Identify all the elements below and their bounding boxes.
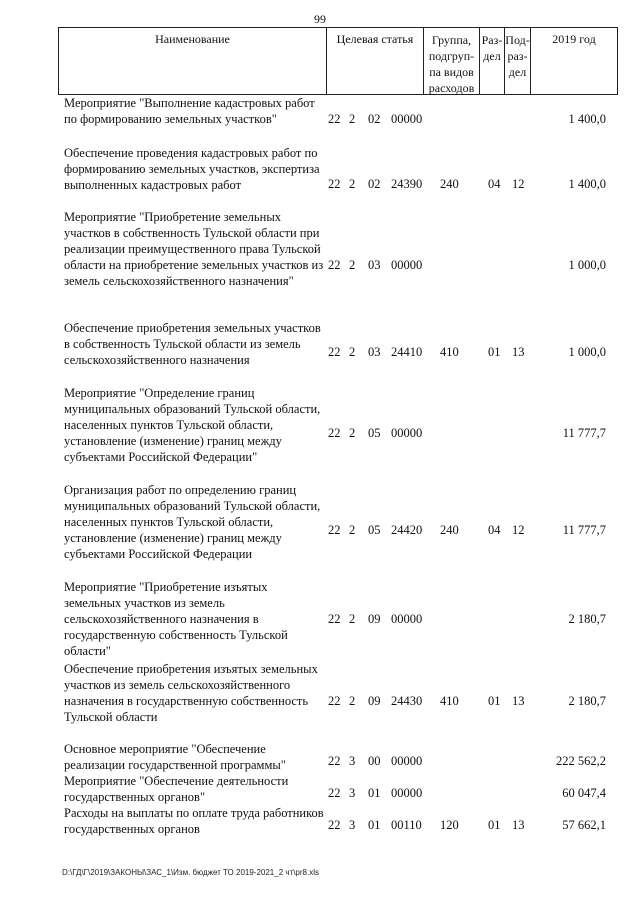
row-measure: 03 xyxy=(368,258,381,272)
row-subsection: 12 xyxy=(512,523,525,537)
row-subprogram: 3 xyxy=(349,786,356,800)
header-expense-group: Группа, подгруп- па видов расходов xyxy=(424,28,480,94)
header-target-article: Целевая статья xyxy=(327,28,424,94)
row-amount: 1 000,0 xyxy=(568,258,606,272)
row-direction: 24390 xyxy=(391,177,423,191)
row-amount: 222 562,2 xyxy=(556,754,606,768)
footer-file-path: D:\ГД\Г\2019\ЗАКОНЫ\ЗАС_1\Изм. бюджет ТО 2019-2021_2 чт\pr8.xls xyxy=(62,868,319,877)
row-program: 22 xyxy=(328,258,341,272)
row-name: Обеспечение приобретения изъятых земельных участков из земель сельскохозяйственного назначения в государственную собственность Тульской области xyxy=(64,662,318,724)
row-name: Организация работ по определению границ муниципальных образований Тульской области, населенных пунктов Тульской области, установление (изменение) границ между субъектами Российской Федерации xyxy=(64,483,321,561)
row-subprogram: 2 xyxy=(349,523,356,537)
row-amount: 2 180,7 xyxy=(568,612,606,626)
row-group: 410 xyxy=(440,345,459,359)
row-amount: 11 777,7 xyxy=(562,523,606,537)
row-subprogram: 2 xyxy=(349,177,356,191)
row-amount: 11 777,7 xyxy=(562,426,606,440)
row-group: 240 xyxy=(440,523,459,537)
header-year: 2019 год xyxy=(552,32,596,46)
row-direction: 00000 xyxy=(391,786,423,800)
row-name: Обеспечение приобретения земельных участков в собственность Тульской области из земель сельскохозяйственного назначения xyxy=(64,321,321,367)
row-program: 22 xyxy=(328,694,341,708)
row-direction: 00000 xyxy=(391,754,423,768)
row-amount: 1 400,0 xyxy=(568,177,606,191)
row-name: Мероприятие "Приобретение земельных участков в собственность Тульской области при реализации преимущественного права Тульской области на приобретение земельных участков из земель сельскохозяйственного назначения" xyxy=(64,210,324,288)
row-amount: 1 400,0 xyxy=(568,112,606,126)
row-subprogram: 2 xyxy=(349,345,356,359)
row-measure: 03 xyxy=(368,345,381,359)
row-measure: 00 xyxy=(368,754,381,768)
row-name: Основное мероприятие "Обеспечение реализации государственной программы" xyxy=(64,742,286,772)
row-subsection: 13 xyxy=(512,818,525,832)
row-subprogram: 2 xyxy=(349,112,356,126)
row-group: 410 xyxy=(440,694,459,708)
row-amount: 57 662,1 xyxy=(562,818,606,832)
row-subsection: 13 xyxy=(512,345,525,359)
row-program: 22 xyxy=(328,818,341,832)
row-program: 22 xyxy=(328,345,341,359)
row-measure: 09 xyxy=(368,612,381,626)
row-subsection: 12 xyxy=(512,177,525,191)
row-group: 240 xyxy=(440,177,459,191)
row-direction: 00110 xyxy=(391,818,422,832)
page-number: 99 xyxy=(314,12,326,26)
row-group: 120 xyxy=(440,818,459,832)
row-name: Обеспечение проведения кадастровых работ по формированию земельных участков, экспертиза выполненных кадастровых работ xyxy=(64,146,320,192)
row-name: Мероприятие "Приобретение изъятых земельных участков из земель сельскохозяйственного назначения в государственную собственность Тульской области" xyxy=(64,580,288,658)
row-measure: 01 xyxy=(368,786,381,800)
row-subprogram: 2 xyxy=(349,694,356,708)
row-section: 04 xyxy=(488,177,501,191)
row-subprogram: 2 xyxy=(349,426,356,440)
row-name: Мероприятие "Определение границ муниципальных образований Тульской области, населенных пунктов Тульской области, установление (изменение) границ между субъектами Российской Федерации" xyxy=(64,386,321,464)
row-direction: 00000 xyxy=(391,426,423,440)
row-subsection: 13 xyxy=(512,694,525,708)
row-subprogram: 3 xyxy=(349,754,356,768)
row-section: 01 xyxy=(488,345,501,359)
row-measure: 05 xyxy=(368,426,381,440)
header-section: Раз- дел xyxy=(480,28,505,94)
row-program: 22 xyxy=(328,786,341,800)
row-subprogram: 2 xyxy=(349,258,356,272)
row-direction: 24430 xyxy=(391,694,423,708)
row-amount: 60 047,4 xyxy=(562,786,606,800)
row-direction: 00000 xyxy=(391,112,423,126)
header-subsection: Под- раз- дел xyxy=(505,28,531,94)
header-name: Наименование xyxy=(59,28,327,94)
row-amount: 1 000,0 xyxy=(568,345,606,359)
row-subprogram: 3 xyxy=(349,818,356,832)
row-measure: 01 xyxy=(368,818,381,832)
row-section: 01 xyxy=(488,818,501,832)
row-section: 01 xyxy=(488,694,501,708)
row-measure: 09 xyxy=(368,694,381,708)
row-measure: 02 xyxy=(368,112,381,126)
row-measure: 02 xyxy=(368,177,381,191)
row-program: 22 xyxy=(328,754,341,768)
row-direction: 00000 xyxy=(391,612,423,626)
row-name: Мероприятие "Выполнение кадастровых работ по формированию земельных участков" xyxy=(64,96,315,126)
table-header xyxy=(58,27,618,95)
row-section: 04 xyxy=(488,523,501,537)
row-direction: 24420 xyxy=(391,523,423,537)
row-program: 22 xyxy=(328,523,341,537)
row-direction: 24410 xyxy=(391,345,423,359)
row-direction: 00000 xyxy=(391,258,423,272)
row-name: Мероприятие "Обеспечение деятельности государственных органов" xyxy=(64,774,289,804)
row-measure: 05 xyxy=(368,523,381,537)
row-program: 22 xyxy=(328,177,341,191)
row-program: 22 xyxy=(328,426,341,440)
row-program: 22 xyxy=(328,612,341,626)
row-subprogram: 2 xyxy=(349,612,356,626)
row-amount: 2 180,7 xyxy=(568,694,606,708)
row-program: 22 xyxy=(328,112,341,126)
row-name: Расходы на выплаты по оплате труда работников государственных органов xyxy=(64,806,324,836)
